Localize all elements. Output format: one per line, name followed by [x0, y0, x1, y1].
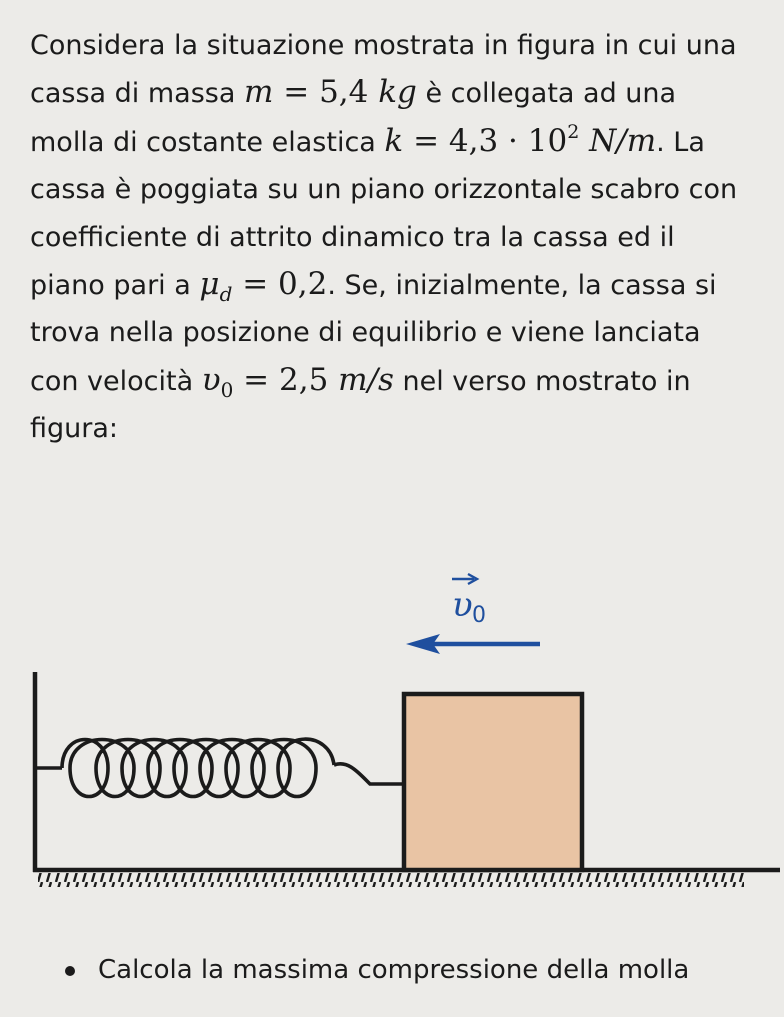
text-segment: cassa di massa — [30, 78, 244, 110]
text-line: figura: — [30, 413, 119, 445]
friction-formula — [199, 266, 328, 307]
bullet-icon — [65, 966, 75, 976]
k-exponent: 2 — [567, 120, 580, 143]
v-unit: m/s — [338, 361, 394, 398]
k-variable: k — [384, 122, 404, 159]
mass-variable: m — [243, 74, 274, 111]
figure-canvas — [0, 560, 784, 900]
velocity-subscript: 0 — [472, 603, 486, 628]
spring-mass-figure — [0, 560, 784, 900]
text-line — [30, 69, 780, 117]
mu-subscript: d — [219, 282, 233, 307]
k-unit: N/m — [579, 122, 657, 159]
text-segment: è collegata ad una — [416, 78, 677, 110]
spring — [35, 739, 406, 796]
v-subscript: 0 — [220, 377, 234, 402]
text-line — [30, 357, 780, 405]
vector-symbol-arrow — [452, 574, 477, 584]
mass-formula — [244, 74, 417, 110]
velocity-formula — [201, 361, 394, 402]
text-segment: molla di costante elastica — [30, 126, 385, 158]
mu-value: = 0,2 — [232, 266, 328, 303]
question-item — [0, 948, 784, 992]
problem-statement — [30, 22, 780, 453]
text-segment: con velocità — [30, 365, 202, 397]
text-line — [30, 261, 780, 309]
text-line: coefficiente di attrito dinamico tra la cassa ed il — [30, 221, 675, 253]
mass-unit: kg — [378, 74, 417, 111]
text-line: cassa è poggiata su un piano orizzontale scabro con — [30, 174, 738, 206]
mu-variable: μ — [199, 266, 220, 303]
text-segment: piano pari a — [30, 270, 200, 302]
v-value: = 2,5 — [233, 361, 339, 398]
text-line: Considera la situazione mostrata in figura in cui una — [30, 30, 737, 61]
velocity-arrow-icon — [406, 634, 540, 654]
mass-value: = 5,4 — [273, 74, 379, 111]
questions-list — [0, 948, 784, 992]
ground-hatching — [38, 873, 744, 887]
text-line: trova nella posizione di equilibrio e viene lanciata — [30, 317, 701, 349]
question-text: Calcola la massima compressione della molla — [98, 955, 690, 985]
text-segment: nel verso mostrato in — [393, 365, 691, 397]
text-segment: . Se, inizialmente, la cassa si — [327, 270, 717, 302]
spring-constant-formula — [384, 120, 657, 159]
k-value: = 4,3 · 10 — [403, 122, 568, 159]
velocity-label: υ — [452, 585, 473, 625]
text-line — [30, 118, 780, 166]
v-variable: υ — [201, 361, 221, 398]
text-segment: . La — [656, 126, 705, 158]
crate — [404, 694, 582, 870]
